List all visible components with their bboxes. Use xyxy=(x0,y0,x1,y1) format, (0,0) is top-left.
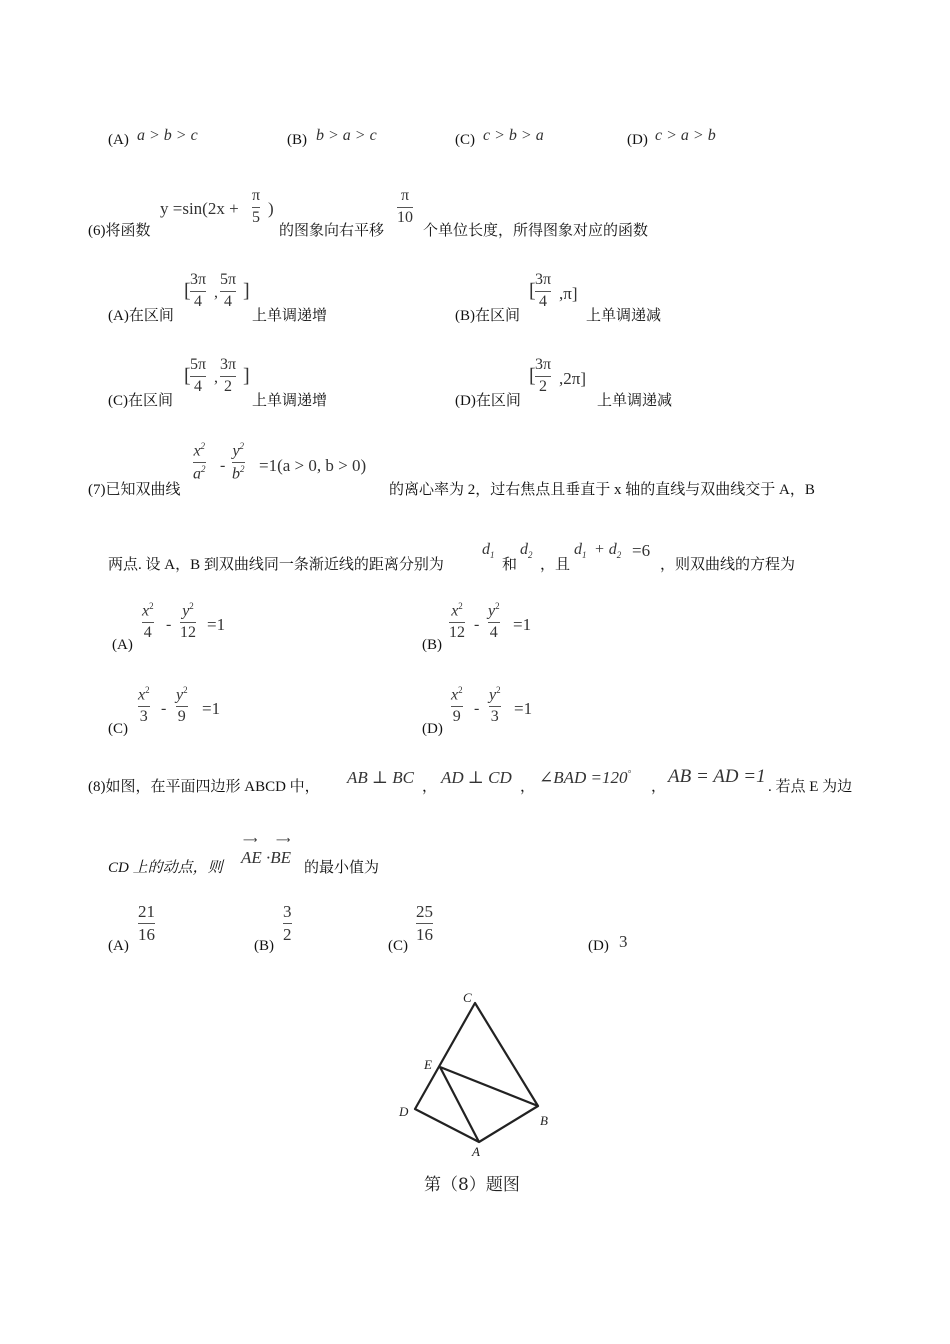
q6-option-a-label: (A)在区间 xyxy=(108,308,174,324)
q6-function-close: ) xyxy=(268,199,274,218)
q8-line2-start: CD 上的动点，则 xyxy=(108,860,223,876)
q6-option-c-fraction-2: 3π 2 xyxy=(220,356,237,395)
q6-function-lhs: y =sin(2x + xyxy=(160,199,239,218)
q5-option-c-label: (C) xyxy=(455,132,475,148)
q5-option-d-label: (D) xyxy=(627,132,648,148)
q6-function-fraction: π 5 xyxy=(252,187,261,226)
q7-option-d-equals: =1 xyxy=(514,699,533,718)
q8-line2-tail: 的最小值为 xyxy=(304,860,380,876)
q8-condition-2: AD ⊥ CD xyxy=(441,768,512,787)
q8-separator-2: ， xyxy=(520,779,536,795)
q8-vector-arrow-ae: ⟶ xyxy=(243,835,257,846)
quadrilateral-abcd xyxy=(415,1003,538,1142)
q6-tail-text: 个单位长度，所得图象对应的函数 xyxy=(423,223,649,239)
q7-and-then: ，且 xyxy=(540,557,571,573)
q6-option-c-fraction-1: 5π 4 xyxy=(190,356,207,395)
q6-option-b-fraction: 3π 4 xyxy=(535,271,552,310)
q6-option-b-tail: 上单调递减 xyxy=(586,308,662,324)
q7-option-d-minus: - xyxy=(474,700,480,717)
q7-option-b-equals: =1 xyxy=(513,615,532,634)
q6-option-d-tail: 上单调递减 xyxy=(597,393,673,409)
q7-option-a-y-term: $y^2$ 12 xyxy=(180,601,196,642)
q7-minus: - xyxy=(220,457,226,474)
q7-option-c-minus: - xyxy=(161,700,167,717)
q6-shift-fraction: π 10 xyxy=(397,187,413,226)
q6-option-c-label: (C)在区间 xyxy=(108,393,173,409)
q8-option-b-fraction: 3 2 xyxy=(283,902,292,944)
q6-option-d-rest: ,2π] xyxy=(559,369,586,388)
q7-option-b-label: (B) xyxy=(422,637,442,653)
q6-mid-text: 的图象向右平移 xyxy=(279,223,385,239)
q7-option-c-x-term: $x^2$ 3 xyxy=(138,685,150,726)
q7-line2-tail: ，则双曲线的方程为 xyxy=(660,557,796,573)
q6-option-a-fraction-1: 3π 4 xyxy=(190,271,207,310)
q7-option-a-minus: - xyxy=(166,616,172,633)
q7-d1: $d_1$ xyxy=(482,541,495,561)
q8-option-c-label: (C) xyxy=(388,938,408,954)
q8-option-c-fraction: 25 16 xyxy=(416,902,433,944)
q7-option-b-y-term: $y^2$ 4 xyxy=(488,601,500,642)
q7-sum-value: =6 xyxy=(632,541,651,560)
q6-prefix: (6)将函数 xyxy=(88,223,151,239)
q7-option-b-x-term: $x^2$ 12 xyxy=(449,601,465,642)
q5-option-d-text: c > a > b xyxy=(655,127,716,144)
vertex-label-b: B xyxy=(540,1113,548,1128)
q7-option-a-label: (A) xyxy=(112,637,133,653)
q8-vector-arrow-be: ⟶ xyxy=(276,835,290,846)
vertex-label-d: D xyxy=(399,1104,409,1119)
q6-option-d-label: (D)在区间 xyxy=(455,393,521,409)
q7-and: 和 xyxy=(502,557,518,573)
q7-option-d-label: (D) xyxy=(422,721,443,737)
vertex-label-c: C xyxy=(463,990,472,1005)
q7-line2-start: 两点. 设 A，B 到双曲线同一条渐近线的距离分别为 xyxy=(108,557,444,573)
q7-option-a-x-term: $x^2$ 4 xyxy=(142,601,154,642)
q8-separator-3: ， xyxy=(651,779,667,795)
q8-condition-3: ∠BAD =120° xyxy=(539,768,632,787)
vertex-label-a: A xyxy=(472,1144,480,1159)
q8-option-a-label: (A) xyxy=(108,938,129,954)
q7-option-c-label: (C) xyxy=(108,721,128,737)
q6-option-b-rest: ,π] xyxy=(559,284,578,303)
q7-hyperbola-condition: =1(a > 0, b > 0) xyxy=(259,456,367,475)
q6-option-d-fraction: 3π 2 xyxy=(535,356,552,395)
q8-figure-caption: 第（8）题图 xyxy=(424,1175,520,1195)
q5-option-c-text: c > b > a xyxy=(483,127,544,144)
q8-line1-tail: . 若点 E 为边 xyxy=(768,779,853,795)
q7-option-d-y-term: $y^2$ 3 xyxy=(489,685,501,726)
q8-quadrilateral-figure xyxy=(390,988,560,1159)
q5-option-a-text: a > b > c xyxy=(137,127,198,144)
q7-option-b-minus: - xyxy=(474,616,480,633)
q8-option-b-label: (B) xyxy=(254,938,274,954)
q8-prefix: (8)如图，在平面四边形 ABCD 中， xyxy=(88,779,320,795)
q8-vector-product: AE ·BE xyxy=(241,848,292,867)
q8-option-d-label: (D) xyxy=(588,938,609,954)
q7-option-d-x-term: $x^2$ 9 xyxy=(451,685,463,726)
q8-separator-1: ， xyxy=(422,779,438,795)
q7-option-c-equals: =1 xyxy=(202,699,221,718)
q7-hyperbola-x-term: $x^2$ $a^2$ xyxy=(193,441,206,483)
q8-option-d-value: 3 xyxy=(619,932,628,951)
q8-condition-4: AB = AD =1 xyxy=(668,766,766,787)
q7-option-c-y-term: $y^2$ 9 xyxy=(176,685,188,726)
q7-option-a-equals: =1 xyxy=(207,615,226,634)
q5-option-b-text: b > a > c xyxy=(316,127,377,144)
q7-sum-d1: $d_1$ xyxy=(574,541,587,561)
segment-be xyxy=(440,1067,538,1106)
q7-sum-d2: + $d_2$ xyxy=(594,541,622,561)
q5-option-b-label: (B) xyxy=(287,132,307,148)
q7-prefix: (7)已知双曲线 xyxy=(88,482,181,498)
q8-option-a-fraction: 21 16 xyxy=(138,902,155,944)
q6-option-a-tail: 上单调递增 xyxy=(252,308,328,324)
q8-condition-1: AB ⊥ BC xyxy=(347,768,414,787)
q7-line1-tail: 的离心率为 2，过右焦点且垂直于 x 轴的直线与双曲线交于 A，B xyxy=(389,482,815,498)
q6-option-a-fraction-2: 5π 4 xyxy=(220,271,237,310)
q6-option-b-label: (B)在区间 xyxy=(455,308,520,324)
q6-option-c-tail: 上单调递增 xyxy=(252,393,328,409)
q7-hyperbola-y-term: $y^2$ $b^2$ xyxy=(232,441,245,483)
q5-option-a-label: (A) xyxy=(108,132,129,148)
q7-d2: $d_2$ xyxy=(520,541,533,561)
vertex-label-e: E xyxy=(424,1057,432,1072)
